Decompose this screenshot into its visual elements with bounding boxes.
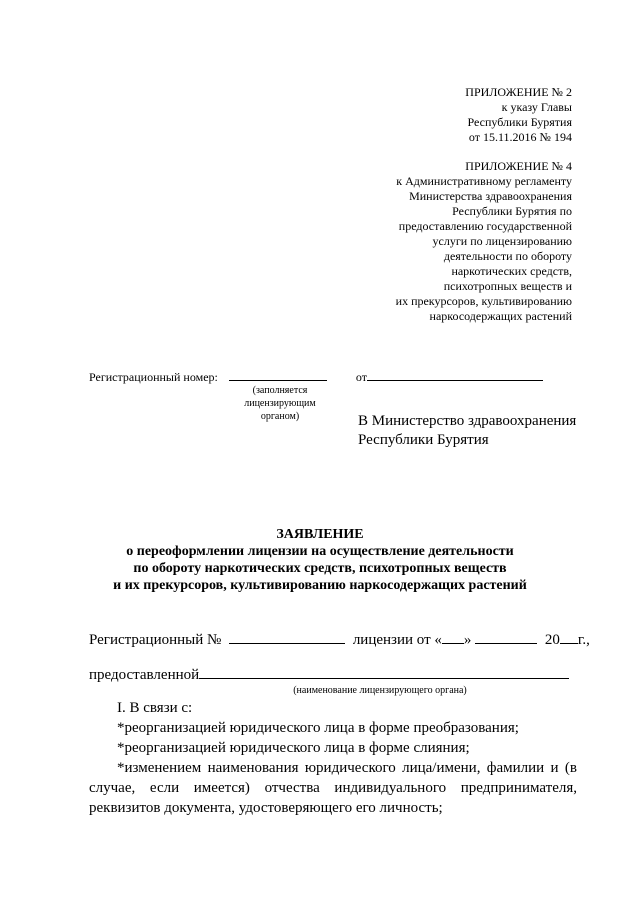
license-row xyxy=(89,630,590,650)
registration-note-line: (заполняется xyxy=(252,385,308,396)
registration-label: Регистрационный номер: xyxy=(89,370,218,384)
license-year-field[interactable] xyxy=(560,631,578,644)
appendix-4-line: Республики Бурятия по xyxy=(452,204,572,218)
appendix-4-line: к Административному регламенту xyxy=(396,174,572,188)
provided-note: (наименование лицензирующего органа) xyxy=(293,685,467,696)
section-1-item: *реорганизацией юридического лица в форме слияния; xyxy=(117,740,470,756)
appendix-4-line: предоставлению государственной xyxy=(398,219,572,233)
appendix-4-line: наркосодержащих растений xyxy=(429,309,572,323)
addressee-line: В Министерство здравоохранения xyxy=(358,413,577,429)
registration-note-line: лицензирующим xyxy=(244,398,316,409)
license-reg-number-field[interactable] xyxy=(229,631,345,644)
appendix-4-line: услуги по лицензированию xyxy=(432,234,572,248)
appendix-4-line: психотропных веществ и xyxy=(443,279,572,293)
appendix-2-block xyxy=(465,85,572,145)
license-month-field[interactable] xyxy=(475,631,537,644)
registration-row xyxy=(89,368,543,385)
registration-note-line: органом) xyxy=(260,411,300,422)
title-line: по обороту наркотических средств, психотропных веществ xyxy=(133,561,507,576)
appendix-4-block xyxy=(396,159,572,324)
title-line: и их прекурсоров, культивированию наркосодержащих растений xyxy=(113,578,527,593)
addressee-line: Республики Бурятия xyxy=(358,432,489,448)
appendix-2-line: Республики Бурятия xyxy=(467,115,572,129)
provided-label: предоставленной xyxy=(89,667,200,683)
license-from-label: лицензии от « xyxy=(352,632,442,648)
title-heading: ЗАЯВЛЕНИЕ xyxy=(276,527,364,542)
appendix-2-line: к указу Главы xyxy=(501,100,572,114)
section-1-item: *реорганизацией юридического лица в форме преобразования; xyxy=(117,720,519,736)
registration-from-label: от xyxy=(355,370,367,384)
registration-note xyxy=(230,384,330,423)
document-title xyxy=(0,526,640,594)
appendix-4-line: их прекурсоров, культивированию xyxy=(395,294,572,308)
license-year-suffix: г., xyxy=(577,632,590,648)
license-day-field[interactable] xyxy=(442,631,464,644)
license-year-prefix: 20 xyxy=(544,632,560,648)
appendix-2-line: от 15.11.2016 № 194 xyxy=(468,130,572,144)
provided-row xyxy=(89,665,577,685)
title-line: о переоформлении лицензии на осуществление деятельности xyxy=(126,544,514,559)
registration-number-field[interactable] xyxy=(229,368,327,381)
appendix-4-line: Министерства здравоохранения xyxy=(409,189,572,203)
license-close-quote: » xyxy=(463,632,472,648)
license-reg-label: Регистрационный № xyxy=(89,632,222,648)
provided-authority-field[interactable] xyxy=(199,666,569,679)
section-1-item: *изменением наименования юридического лица/имени, фамилии и (в случае, если имеется) отчества индивидуального предпринимателя, реквизитов документа, удостоверяющего его личность; xyxy=(89,760,577,816)
registration-date-field[interactable] xyxy=(367,368,543,381)
appendix-4-line: наркотических средств, xyxy=(451,264,572,278)
appendix-4-title: ПРИЛОЖЕНИЕ № 4 xyxy=(465,159,572,173)
appendix-2-title: ПРИЛОЖЕНИЕ № 2 xyxy=(465,85,572,99)
appendix-4-line: деятельности по обороту xyxy=(443,249,572,263)
section-1-heading: I. В связи с: xyxy=(117,700,193,716)
section-1 xyxy=(89,698,577,818)
addressee-block xyxy=(358,412,576,450)
